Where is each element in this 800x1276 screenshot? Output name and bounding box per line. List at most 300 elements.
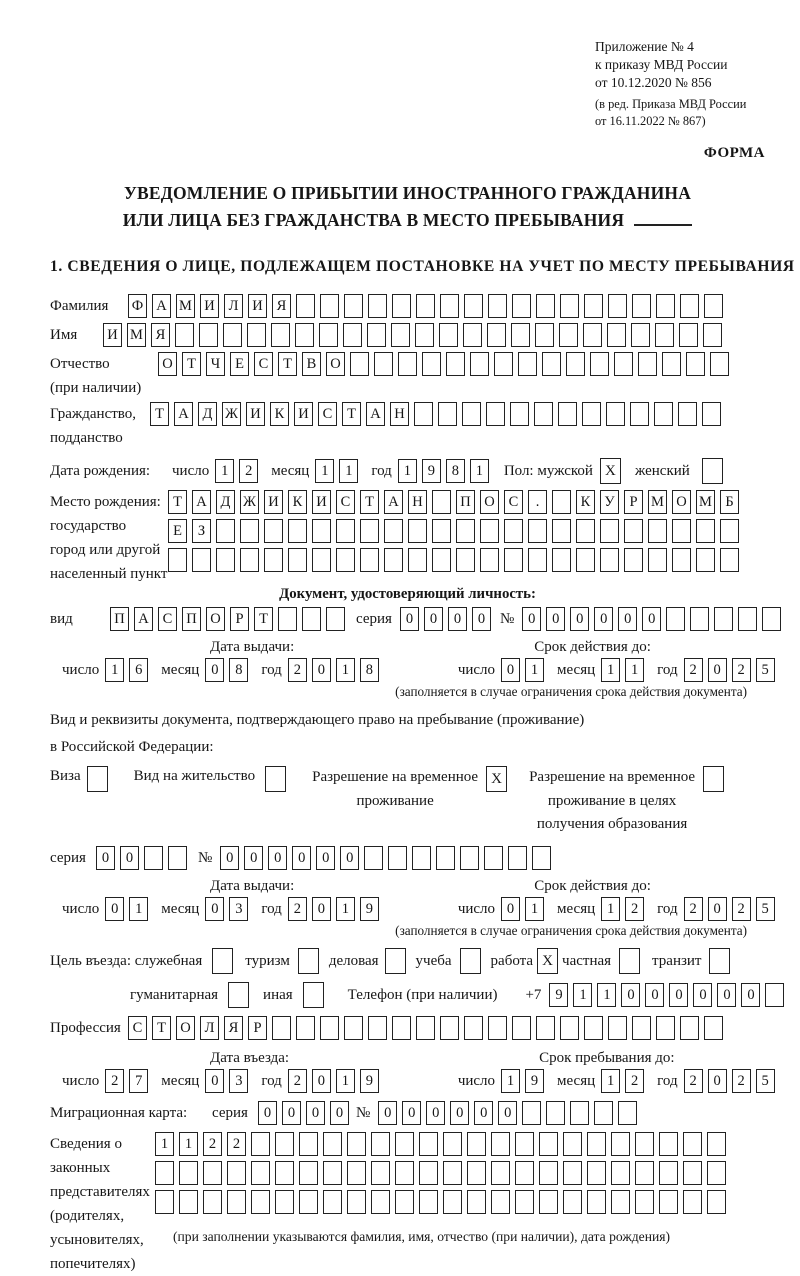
checkbox-study[interactable] bbox=[460, 948, 481, 974]
char-cell[interactable]: 2 bbox=[105, 1069, 124, 1093]
char-cell[interactable]: 2 bbox=[684, 1069, 703, 1093]
char-cell[interactable]: С bbox=[336, 490, 355, 514]
char-cell[interactable] bbox=[275, 1132, 294, 1156]
checkbox-temp-residence-edu[interactable] bbox=[703, 766, 724, 792]
char-cell[interactable]: З bbox=[192, 519, 211, 543]
char-cell[interactable]: 0 bbox=[621, 983, 640, 1007]
char-cell[interactable]: Т bbox=[150, 402, 169, 426]
char-cell[interactable] bbox=[395, 1190, 414, 1214]
char-cell[interactable]: 0 bbox=[400, 607, 419, 631]
char-cell[interactable] bbox=[486, 402, 505, 426]
char-cell[interactable] bbox=[594, 1101, 613, 1125]
char-cell[interactable]: 3 bbox=[229, 1069, 248, 1093]
char-cell[interactable]: 0 bbox=[708, 658, 727, 682]
char-cell[interactable]: С bbox=[318, 402, 337, 426]
char-cell[interactable]: 0 bbox=[205, 658, 224, 682]
char-cell[interactable]: 0 bbox=[472, 607, 491, 631]
char-cell[interactable] bbox=[738, 607, 757, 631]
char-cell[interactable] bbox=[515, 1132, 534, 1156]
char-cell[interactable] bbox=[504, 548, 523, 572]
char-cell[interactable] bbox=[432, 548, 451, 572]
char-cell[interactable] bbox=[440, 1016, 459, 1040]
char-cell[interactable] bbox=[512, 294, 531, 318]
char-cell[interactable]: 1 bbox=[597, 983, 616, 1007]
char-cell[interactable] bbox=[683, 1190, 702, 1214]
checkbox-business[interactable] bbox=[385, 948, 406, 974]
char-cell[interactable] bbox=[251, 1190, 270, 1214]
char-cell[interactable] bbox=[765, 983, 784, 1007]
char-cell[interactable]: Т bbox=[152, 1016, 171, 1040]
char-cell[interactable] bbox=[491, 1161, 510, 1185]
char-cell[interactable]: 3 bbox=[229, 897, 248, 921]
char-cell[interactable] bbox=[587, 1161, 606, 1185]
char-cell[interactable] bbox=[696, 548, 715, 572]
char-cell[interactable]: 0 bbox=[312, 897, 331, 921]
char-cell[interactable]: 2 bbox=[288, 1069, 307, 1093]
char-cell[interactable] bbox=[368, 294, 387, 318]
char-cell[interactable] bbox=[608, 294, 627, 318]
char-cell[interactable] bbox=[552, 519, 571, 543]
char-cell[interactable] bbox=[679, 323, 698, 347]
char-cell[interactable]: 1 bbox=[336, 897, 355, 921]
char-cell[interactable] bbox=[583, 323, 602, 347]
char-cell[interactable] bbox=[392, 294, 411, 318]
char-cell[interactable] bbox=[275, 1190, 294, 1214]
char-cell[interactable] bbox=[415, 323, 434, 347]
char-cell[interactable] bbox=[371, 1161, 390, 1185]
char-cell[interactable] bbox=[600, 548, 619, 572]
char-cell[interactable]: Ж bbox=[240, 490, 259, 514]
char-cell[interactable] bbox=[494, 352, 513, 376]
char-cell[interactable] bbox=[374, 352, 393, 376]
char-cell[interactable] bbox=[227, 1190, 246, 1214]
char-cell[interactable] bbox=[584, 1016, 603, 1040]
char-cell[interactable] bbox=[703, 323, 722, 347]
char-cell[interactable]: 2 bbox=[227, 1132, 246, 1156]
char-cell[interactable] bbox=[606, 402, 625, 426]
checkbox-residence-permit[interactable] bbox=[265, 766, 286, 792]
char-cell[interactable] bbox=[686, 352, 705, 376]
char-cell[interactable]: А bbox=[174, 402, 193, 426]
char-cell[interactable]: 1 bbox=[573, 983, 592, 1007]
char-cell[interactable] bbox=[312, 519, 331, 543]
char-cell[interactable]: 0 bbox=[501, 658, 520, 682]
char-cell[interactable] bbox=[419, 1132, 438, 1156]
char-cell[interactable]: 0 bbox=[741, 983, 760, 1007]
char-cell[interactable]: 1 bbox=[601, 897, 620, 921]
char-cell[interactable] bbox=[350, 352, 369, 376]
char-cell[interactable] bbox=[371, 1132, 390, 1156]
char-cell[interactable] bbox=[408, 548, 427, 572]
char-cell[interactable]: 5 bbox=[756, 897, 775, 921]
char-cell[interactable]: А bbox=[152, 294, 171, 318]
char-cell[interactable] bbox=[582, 402, 601, 426]
char-cell[interactable]: 2 bbox=[625, 1069, 644, 1093]
char-cell[interactable] bbox=[480, 548, 499, 572]
char-cell[interactable] bbox=[336, 548, 355, 572]
char-cell[interactable] bbox=[576, 519, 595, 543]
char-cell[interactable] bbox=[432, 519, 451, 543]
char-cell[interactable]: Ж bbox=[222, 402, 241, 426]
char-cell[interactable]: 0 bbox=[570, 607, 589, 631]
char-cell[interactable] bbox=[638, 352, 657, 376]
char-cell[interactable] bbox=[319, 323, 338, 347]
char-cell[interactable] bbox=[534, 402, 553, 426]
char-cell[interactable]: 9 bbox=[549, 983, 568, 1007]
char-cell[interactable] bbox=[696, 519, 715, 543]
char-cell[interactable] bbox=[656, 294, 675, 318]
char-cell[interactable] bbox=[535, 323, 554, 347]
char-cell[interactable] bbox=[488, 1016, 507, 1040]
char-cell[interactable] bbox=[607, 323, 626, 347]
char-cell[interactable]: Л bbox=[200, 1016, 219, 1040]
char-cell[interactable] bbox=[528, 519, 547, 543]
char-cell[interactable] bbox=[611, 1161, 630, 1185]
char-cell[interactable]: 0 bbox=[268, 846, 287, 870]
char-cell[interactable] bbox=[299, 1161, 318, 1185]
char-cell[interactable]: Д bbox=[216, 490, 235, 514]
char-cell[interactable]: Н bbox=[408, 490, 427, 514]
char-cell[interactable] bbox=[552, 490, 571, 514]
char-cell[interactable] bbox=[264, 548, 283, 572]
char-cell[interactable] bbox=[560, 294, 579, 318]
char-cell[interactable] bbox=[635, 1190, 654, 1214]
char-cell[interactable] bbox=[360, 519, 379, 543]
char-cell[interactable]: 0 bbox=[378, 1101, 397, 1125]
char-cell[interactable]: М bbox=[648, 490, 667, 514]
char-cell[interactable]: 2 bbox=[732, 1069, 751, 1093]
char-cell[interactable] bbox=[395, 1132, 414, 1156]
char-cell[interactable] bbox=[443, 1132, 462, 1156]
char-cell[interactable] bbox=[175, 323, 194, 347]
char-cell[interactable] bbox=[416, 294, 435, 318]
char-cell[interactable]: О bbox=[158, 352, 177, 376]
char-cell[interactable] bbox=[690, 607, 709, 631]
char-cell[interactable] bbox=[536, 1016, 555, 1040]
char-cell[interactable]: 0 bbox=[316, 846, 335, 870]
char-cell[interactable] bbox=[440, 294, 459, 318]
char-cell[interactable]: 2 bbox=[239, 459, 258, 483]
char-cell[interactable] bbox=[344, 294, 363, 318]
char-cell[interactable]: 0 bbox=[693, 983, 712, 1007]
char-cell[interactable] bbox=[570, 1101, 589, 1125]
char-cell[interactable]: Я bbox=[272, 294, 291, 318]
char-cell[interactable] bbox=[624, 519, 643, 543]
char-cell[interactable]: 6 bbox=[129, 658, 148, 682]
char-cell[interactable]: Д bbox=[198, 402, 217, 426]
char-cell[interactable] bbox=[155, 1190, 174, 1214]
char-cell[interactable]: 0 bbox=[312, 1069, 331, 1093]
char-cell[interactable]: К bbox=[288, 490, 307, 514]
char-cell[interactable] bbox=[302, 607, 321, 631]
char-cell[interactable] bbox=[707, 1190, 726, 1214]
char-cell[interactable]: С bbox=[128, 1016, 147, 1040]
char-cell[interactable]: 9 bbox=[422, 459, 441, 483]
char-cell[interactable]: 0 bbox=[708, 897, 727, 921]
checkbox-private[interactable] bbox=[619, 948, 640, 974]
char-cell[interactable]: 0 bbox=[282, 1101, 301, 1125]
char-cell[interactable]: И bbox=[246, 402, 265, 426]
char-cell[interactable] bbox=[611, 1132, 630, 1156]
char-cell[interactable]: 2 bbox=[732, 658, 751, 682]
char-cell[interactable] bbox=[223, 323, 242, 347]
char-cell[interactable]: 2 bbox=[732, 897, 751, 921]
char-cell[interactable]: Р bbox=[230, 607, 249, 631]
char-cell[interactable] bbox=[511, 323, 530, 347]
char-cell[interactable] bbox=[347, 1190, 366, 1214]
char-cell[interactable]: Ф bbox=[128, 294, 147, 318]
char-cell[interactable]: К bbox=[270, 402, 289, 426]
char-cell[interactable] bbox=[508, 846, 527, 870]
char-cell[interactable] bbox=[443, 1190, 462, 1214]
char-cell[interactable]: 0 bbox=[450, 1101, 469, 1125]
char-cell[interactable] bbox=[491, 1132, 510, 1156]
char-cell[interactable] bbox=[720, 519, 739, 543]
char-cell[interactable] bbox=[432, 490, 451, 514]
char-cell[interactable] bbox=[384, 519, 403, 543]
char-cell[interactable] bbox=[488, 294, 507, 318]
char-cell[interactable] bbox=[659, 1161, 678, 1185]
char-cell[interactable]: И bbox=[200, 294, 219, 318]
char-cell[interactable] bbox=[438, 402, 457, 426]
char-cell[interactable] bbox=[546, 1101, 565, 1125]
char-cell[interactable] bbox=[320, 294, 339, 318]
char-cell[interactable] bbox=[632, 1016, 651, 1040]
char-cell[interactable]: С bbox=[158, 607, 177, 631]
char-cell[interactable] bbox=[439, 323, 458, 347]
char-cell[interactable]: 0 bbox=[642, 607, 661, 631]
char-cell[interactable] bbox=[504, 519, 523, 543]
char-cell[interactable]: А bbox=[384, 490, 403, 514]
char-cell[interactable]: 5 bbox=[756, 658, 775, 682]
char-cell[interactable] bbox=[656, 1016, 675, 1040]
char-cell[interactable] bbox=[288, 548, 307, 572]
char-cell[interactable]: 0 bbox=[448, 607, 467, 631]
char-cell[interactable] bbox=[680, 1016, 699, 1040]
char-cell[interactable]: 1 bbox=[525, 658, 544, 682]
char-cell[interactable] bbox=[344, 1016, 363, 1040]
char-cell[interactable]: Я bbox=[224, 1016, 243, 1040]
char-cell[interactable] bbox=[584, 294, 603, 318]
checkbox-humanitarian[interactable] bbox=[228, 982, 249, 1008]
char-cell[interactable] bbox=[462, 402, 481, 426]
char-cell[interactable]: Т bbox=[254, 607, 273, 631]
char-cell[interactable] bbox=[630, 402, 649, 426]
char-cell[interactable]: И bbox=[294, 402, 313, 426]
char-cell[interactable] bbox=[179, 1190, 198, 1214]
checkbox-male[interactable]: X bbox=[600, 458, 621, 484]
char-cell[interactable] bbox=[216, 548, 235, 572]
char-cell[interactable] bbox=[467, 1190, 486, 1214]
char-cell[interactable]: 1 bbox=[105, 658, 124, 682]
char-cell[interactable] bbox=[467, 1161, 486, 1185]
char-cell[interactable]: 1 bbox=[601, 1069, 620, 1093]
char-cell[interactable] bbox=[422, 352, 441, 376]
char-cell[interactable] bbox=[648, 519, 667, 543]
char-cell[interactable]: 0 bbox=[244, 846, 263, 870]
char-cell[interactable]: 0 bbox=[618, 607, 637, 631]
char-cell[interactable] bbox=[251, 1132, 270, 1156]
char-cell[interactable]: С bbox=[254, 352, 273, 376]
char-cell[interactable] bbox=[364, 846, 383, 870]
char-cell[interactable]: М bbox=[127, 323, 146, 347]
char-cell[interactable] bbox=[456, 548, 475, 572]
char-cell[interactable] bbox=[704, 1016, 723, 1040]
char-cell[interactable] bbox=[487, 323, 506, 347]
char-cell[interactable] bbox=[680, 294, 699, 318]
char-cell[interactable]: 1 bbox=[625, 658, 644, 682]
char-cell[interactable] bbox=[720, 548, 739, 572]
char-cell[interactable]: 1 bbox=[215, 459, 234, 483]
char-cell[interactable] bbox=[168, 846, 187, 870]
char-cell[interactable]: 9 bbox=[525, 1069, 544, 1093]
char-cell[interactable] bbox=[611, 1190, 630, 1214]
char-cell[interactable]: 0 bbox=[105, 897, 124, 921]
char-cell[interactable] bbox=[320, 1016, 339, 1040]
char-cell[interactable]: 5 bbox=[756, 1069, 775, 1093]
char-cell[interactable]: 0 bbox=[546, 607, 565, 631]
char-cell[interactable] bbox=[590, 352, 609, 376]
char-cell[interactable]: 0 bbox=[474, 1101, 493, 1125]
char-cell[interactable] bbox=[558, 402, 577, 426]
char-cell[interactable] bbox=[416, 1016, 435, 1040]
char-cell[interactable]: В bbox=[302, 352, 321, 376]
char-cell[interactable] bbox=[683, 1161, 702, 1185]
char-cell[interactable] bbox=[203, 1161, 222, 1185]
char-cell[interactable]: 1 bbox=[155, 1132, 174, 1156]
char-cell[interactable]: О bbox=[176, 1016, 195, 1040]
char-cell[interactable] bbox=[323, 1161, 342, 1185]
char-cell[interactable] bbox=[288, 519, 307, 543]
char-cell[interactable]: О bbox=[206, 607, 225, 631]
char-cell[interactable]: У bbox=[600, 490, 619, 514]
char-cell[interactable]: 0 bbox=[220, 846, 239, 870]
char-cell[interactable] bbox=[240, 548, 259, 572]
char-cell[interactable] bbox=[624, 548, 643, 572]
char-cell[interactable]: 0 bbox=[292, 846, 311, 870]
char-cell[interactable] bbox=[655, 323, 674, 347]
char-cell[interactable]: 2 bbox=[288, 897, 307, 921]
char-cell[interactable] bbox=[144, 846, 163, 870]
char-cell[interactable]: Т bbox=[360, 490, 379, 514]
char-cell[interactable]: 1 bbox=[339, 459, 358, 483]
char-cell[interactable]: С bbox=[504, 490, 523, 514]
char-cell[interactable]: И bbox=[103, 323, 122, 347]
char-cell[interactable] bbox=[542, 352, 561, 376]
checkbox-visa[interactable] bbox=[87, 766, 108, 792]
char-cell[interactable]: 9 bbox=[360, 1069, 379, 1093]
char-cell[interactable] bbox=[343, 323, 362, 347]
checkbox-work[interactable]: X bbox=[537, 948, 558, 974]
char-cell[interactable]: 0 bbox=[669, 983, 688, 1007]
char-cell[interactable]: 1 bbox=[129, 897, 148, 921]
char-cell[interactable] bbox=[227, 1161, 246, 1185]
char-cell[interactable]: П bbox=[110, 607, 129, 631]
char-cell[interactable] bbox=[347, 1161, 366, 1185]
char-cell[interactable] bbox=[659, 1132, 678, 1156]
char-cell[interactable] bbox=[539, 1161, 558, 1185]
char-cell[interactable]: А bbox=[366, 402, 385, 426]
char-cell[interactable] bbox=[408, 519, 427, 543]
char-cell[interactable] bbox=[714, 607, 733, 631]
char-cell[interactable]: 1 bbox=[315, 459, 334, 483]
char-cell[interactable] bbox=[470, 352, 489, 376]
char-cell[interactable] bbox=[704, 294, 723, 318]
char-cell[interactable] bbox=[336, 519, 355, 543]
char-cell[interactable] bbox=[436, 846, 455, 870]
char-cell[interactable] bbox=[614, 352, 633, 376]
char-cell[interactable]: 0 bbox=[306, 1101, 325, 1125]
char-cell[interactable]: 0 bbox=[498, 1101, 517, 1125]
char-cell[interactable] bbox=[563, 1161, 582, 1185]
char-cell[interactable]: 7 bbox=[129, 1069, 148, 1093]
char-cell[interactable] bbox=[323, 1132, 342, 1156]
char-cell[interactable] bbox=[395, 1161, 414, 1185]
checkbox-temp-residence[interactable]: X bbox=[486, 766, 507, 792]
char-cell[interactable] bbox=[347, 1132, 366, 1156]
checkbox-official[interactable] bbox=[212, 948, 233, 974]
char-cell[interactable] bbox=[360, 548, 379, 572]
char-cell[interactable] bbox=[576, 548, 595, 572]
char-cell[interactable] bbox=[631, 323, 650, 347]
char-cell[interactable] bbox=[515, 1161, 534, 1185]
char-cell[interactable] bbox=[515, 1190, 534, 1214]
char-cell[interactable] bbox=[710, 352, 729, 376]
char-cell[interactable]: Я bbox=[151, 323, 170, 347]
char-cell[interactable]: 0 bbox=[522, 607, 541, 631]
char-cell[interactable] bbox=[168, 548, 187, 572]
char-cell[interactable]: А bbox=[134, 607, 153, 631]
char-cell[interactable]: П bbox=[182, 607, 201, 631]
char-cell[interactable]: К bbox=[576, 490, 595, 514]
char-cell[interactable]: Б bbox=[720, 490, 739, 514]
char-cell[interactable] bbox=[463, 323, 482, 347]
char-cell[interactable] bbox=[635, 1132, 654, 1156]
char-cell[interactable] bbox=[539, 1132, 558, 1156]
char-cell[interactable] bbox=[414, 402, 433, 426]
char-cell[interactable] bbox=[464, 1016, 483, 1040]
char-cell[interactable] bbox=[323, 1190, 342, 1214]
char-cell[interactable] bbox=[464, 294, 483, 318]
char-cell[interactable] bbox=[480, 519, 499, 543]
char-cell[interactable] bbox=[587, 1190, 606, 1214]
char-cell[interactable] bbox=[683, 1132, 702, 1156]
char-cell[interactable]: О bbox=[480, 490, 499, 514]
char-cell[interactable] bbox=[326, 607, 345, 631]
char-cell[interactable]: 0 bbox=[205, 1069, 224, 1093]
char-cell[interactable] bbox=[672, 519, 691, 543]
char-cell[interactable] bbox=[295, 323, 314, 347]
char-cell[interactable] bbox=[666, 607, 685, 631]
char-cell[interactable]: Р bbox=[248, 1016, 267, 1040]
char-cell[interactable] bbox=[367, 323, 386, 347]
char-cell[interactable]: И bbox=[248, 294, 267, 318]
char-cell[interactable] bbox=[618, 1101, 637, 1125]
char-cell[interactable] bbox=[560, 1016, 579, 1040]
char-cell[interactable] bbox=[247, 323, 266, 347]
char-cell[interactable]: Р bbox=[624, 490, 643, 514]
char-cell[interactable]: 1 bbox=[336, 1069, 355, 1093]
char-cell[interactable]: 8 bbox=[360, 658, 379, 682]
char-cell[interactable] bbox=[299, 1190, 318, 1214]
checkbox-female[interactable] bbox=[702, 458, 723, 484]
char-cell[interactable] bbox=[510, 402, 529, 426]
char-cell[interactable] bbox=[446, 352, 465, 376]
char-cell[interactable] bbox=[192, 548, 211, 572]
char-cell[interactable]: 0 bbox=[312, 658, 331, 682]
char-cell[interactable] bbox=[559, 323, 578, 347]
char-cell[interactable] bbox=[659, 1190, 678, 1214]
